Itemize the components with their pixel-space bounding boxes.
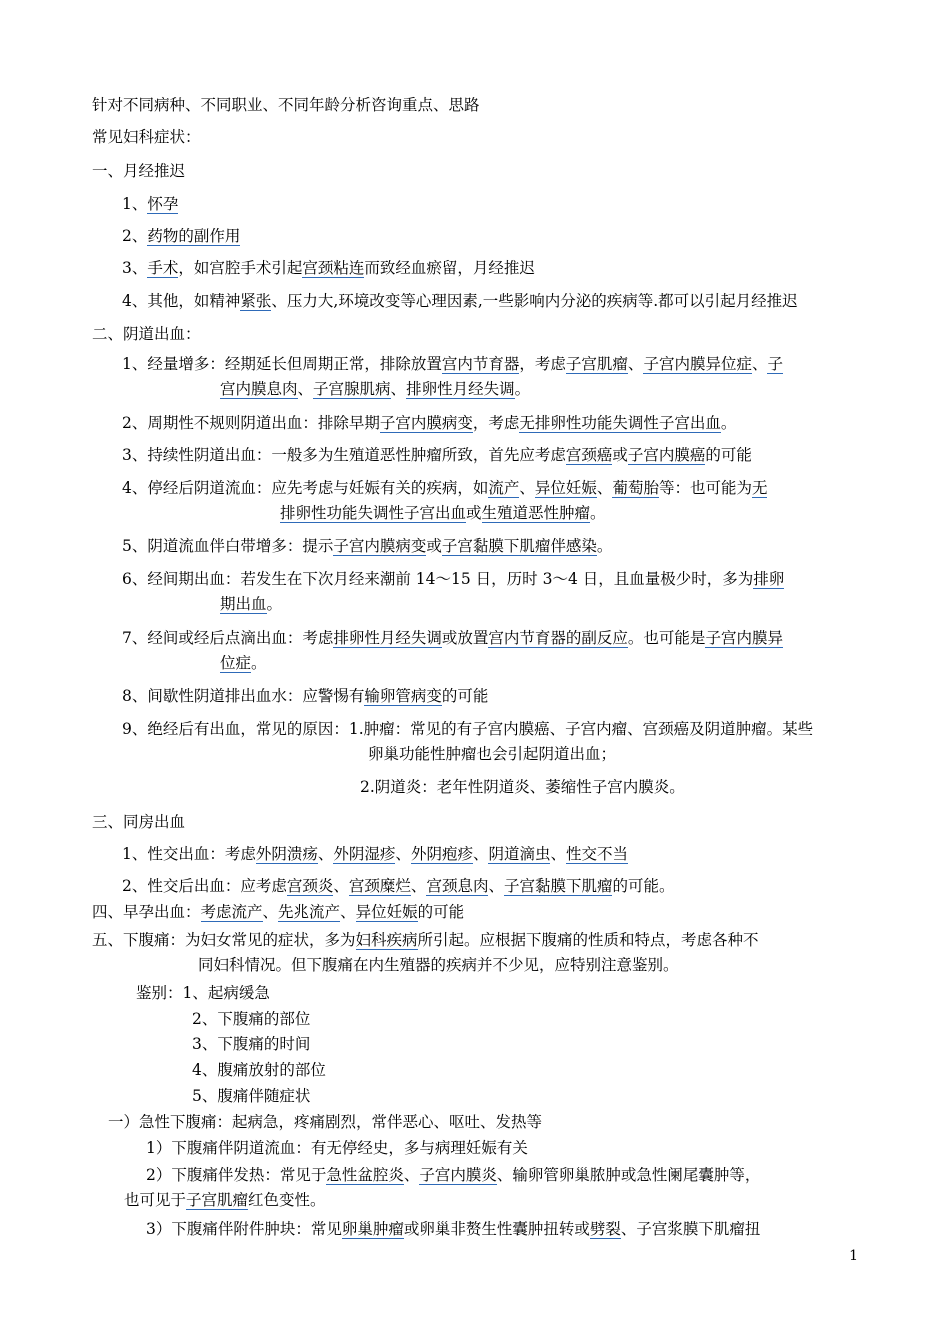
list-item: 8、间歇性阴道排出血水：应警惕有输卵管病变的可能 [122,687,489,705]
section-heading-3: 三、同房出血 [92,813,186,831]
list-item: 3、持续性阴道出血：一般多为生殖道恶性肿瘤所致，首先应考虑宫颈癌或子宫内膜癌的可能 [122,446,752,464]
list-item: 2、药物的副作用 [122,227,241,245]
list-item-continuation: 卵巢功能性肿瘤也会引起阴道出血； [368,745,617,763]
paragraph-continuation: 同妇科情况。但下腹痛在内生殖器的疾病并不少见，应特别注意鉴别。 [198,956,679,974]
list-item: 1、怀孕 [122,195,179,213]
list-item: 3、手术，如宫腔手术引起宫颈粘连而致经血瘀留，月经推迟 [122,259,535,277]
list-item-continuation: 期出血。 [220,595,283,613]
list-item-continuation: 2.阴道炎：老年性阴道炎、萎缩性子宫内膜炎。 [360,778,685,796]
subsection-heading: 一）急性下腹痛：起病急，疼痛剧烈，常伴恶心、呕吐、发热等 [108,1113,543,1131]
list-item: 4、停经后阴道流血：应先考虑与妊娠有关的疾病，如流产、异位妊娠、葡萄胎等：也可能为无 [122,479,768,497]
section-heading-5: 五、下腹痛：为妇女常见的症状，多为妇科疾病所引起。应根据下腹痛的性质和特点，考虑各种不 [92,931,759,949]
doc-title: 针对不同病种、不同职业、不同年龄分析咨询重点、思路 [92,96,480,114]
list-item: 2、下腹痛的部位 [192,1010,311,1028]
list-item: 鉴别：1、起病缓急 [136,984,270,1002]
list-item: 1）下腹痛伴阴道流血：有无停经史，多与病理妊娠有关 [146,1139,528,1157]
list-item: 2、周期性不规则阴道出血：排除早期子宫内膜病变，考虑无排卵性功能失调性子宫出血。 [122,414,737,432]
list-item-continuation: 也可见于子宫肌瘤红色变性。 [124,1191,326,1209]
list-item: 3）下腹痛伴附件肿块：常见卵巢肿瘤或卵巢非赘生性囊肿扭转或劈裂、子宫浆膜下肌瘤扭 [146,1220,761,1238]
section-heading-4: 四、早孕出血：考虑流产、先兆流产、异位妊娠的可能 [92,903,465,921]
list-item: 1、性交出血：考虑外阴溃疡、外阴湿疹、外阴疱疹、阴道滴虫、性交不当 [122,845,629,863]
list-item-continuation: 排卵性功能失调性子宫出血或生殖道恶性肿瘤。 [280,504,606,522]
list-item: 3、下腹痛的时间 [192,1035,311,1053]
list-item-continuation: 位症。 [220,654,267,672]
list-item: 4、腹痛放射的部位 [192,1061,326,1079]
section-heading-2: 二、阴道出血： [92,325,201,343]
list-item: 5、腹痛伴随症状 [192,1087,311,1105]
doc-subtitle: 常见妇科症状： [92,128,201,146]
list-item: 7、经间或经后点滴出血：考虑排卵性月经失调或放置宫内节育器的副反应。也可能是子宫内膜异 [122,629,783,647]
list-item: 5、阴道流血伴白带增多：提示子宫内膜病变或子宫黏膜下肌瘤伴感染。 [122,537,613,555]
section-heading-1: 一、月经推迟 [92,162,186,180]
list-item: 2）下腹痛伴发热：常见于急性盆腔炎、子宫内膜炎、输卵管卵巢脓肿或急性阑尾囊肿等， [146,1166,761,1184]
list-item: 6、经间期出血：若发生在下次月经来潮前 14～15 日，历时 3～4 日，且血量极少时，多为排卵 [122,570,785,588]
list-item: 2、性交后出血：应考虑宫颈炎、宫颈糜烂、宫颈息肉、子宫黏膜下肌瘤的可能。 [122,877,675,895]
page-number: 1 [849,1248,858,1264]
list-item: 1、经量增多：经期延长但周期正常，排除放置宫内节育器，考虑子宫肌瘤、子宫内膜异位症、子 [122,355,783,373]
list-item: 9、绝经后有出血，常见的原因：1.肿瘤：常见的有子宫内膜癌、子宫内瘤、宫颈癌及阴道肿瘤。某些 [122,720,814,738]
list-item-continuation: 宫内膜息肉、子宫腺肌病、排卵性月经失调。 [220,380,531,398]
list-item: 4、其他，如精神紧张、压力大,环境改变等心理因素,一些影响内分泌的疾病等.都可以引起月经推迟 [122,292,798,310]
